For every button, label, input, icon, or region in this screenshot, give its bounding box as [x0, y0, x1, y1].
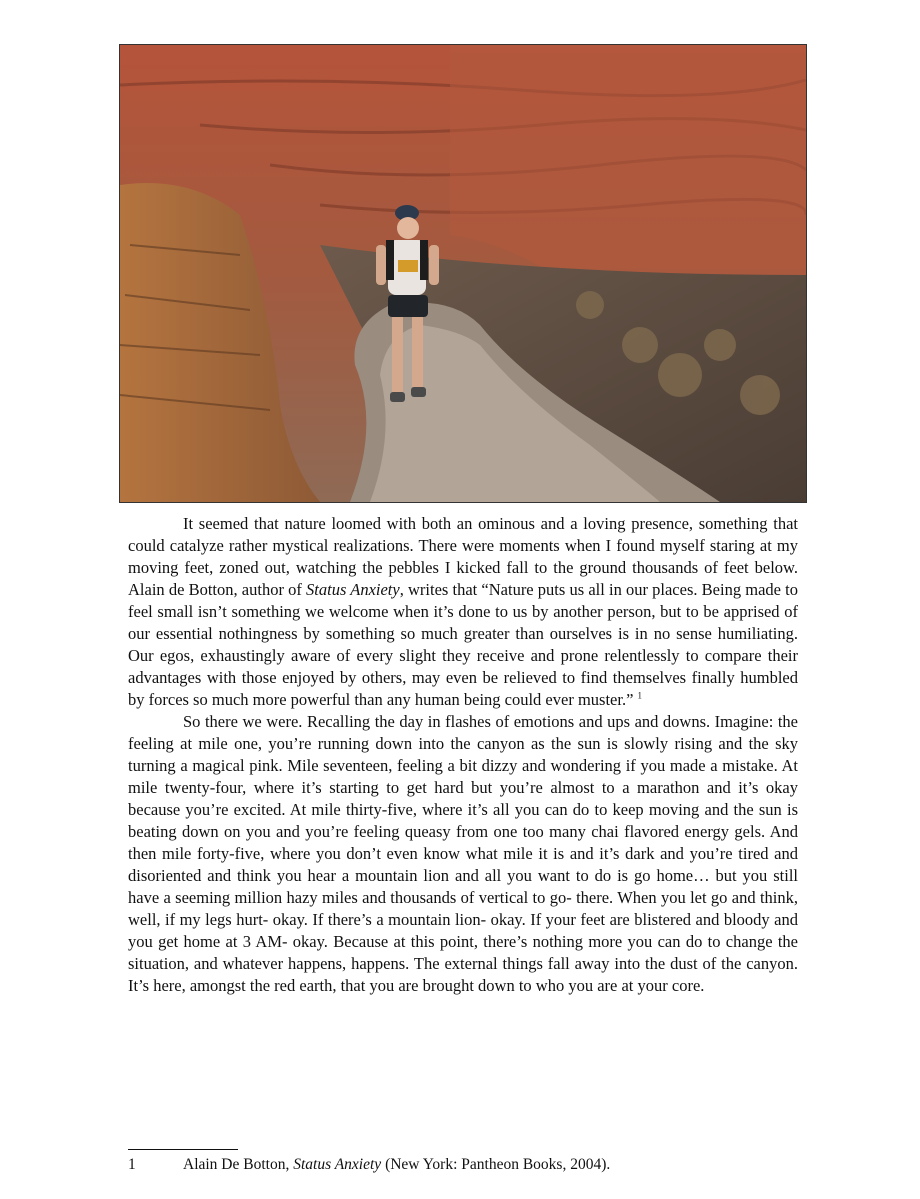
footnote [128, 1155, 798, 1175]
footnote-publication: (New York: Pantheon Books, 2004). [381, 1156, 611, 1173]
paragraph-1-text-end: , writes that “Nature puts us all in our places. Being made to feel small isn’t something we welcome when it’s done to us by another person, but to be apprised of our essential nothingness by something so much greater than ourselves is in no sense humiliating. Our egos, exhaustingly aware of every slight they receive and prone relentlessly to compare their advantages with those enjoyed by others, may even be relieved to find themselves finally humbled by forces so much more powerful than any human being could ever muster.” [128, 580, 798, 709]
paragraph-1-text-start: It seemed that nature loomed with both an ominous and a loving presence, something that could catalyze rather mystical realizations. There were moments when I found myself staring at my moving feet, zoned out, watching the pebbles I kicked fall to the ground thousands of feet below. Alain de Botton, author of [128, 514, 798, 599]
canyon-trail-photo [119, 44, 807, 503]
footnote-number: 1 [128, 1156, 136, 1173]
footnote-divider [128, 1149, 238, 1150]
footnote-author: Alain De Botton, [183, 1156, 294, 1173]
book-title: Status Anxiety [306, 580, 400, 599]
photo-illustration [120, 45, 806, 502]
body-text [128, 513, 798, 997]
footnote-title: Status Anxiety [293, 1156, 382, 1173]
footnote-reference: 1 [637, 690, 643, 701]
paragraph-1 [128, 513, 798, 711]
paragraph-2: So there we were. Recalling the day in flashes of emotions and ups and downs. Imagine: the feeling at mile one, you’re running down into the canyon as the sun is slowly rising and the sky turning a magical pink. Mile seventeen, feeling a bit dizzy and wondering if you made a mistake. At mile twenty-four, where it’s starting to get hard but you’re almost to a marathon and it’s okay because you’re excited. At mile thirty-five, where it’s all you can do to keep moving and the sun is beating down on you and you’re feeling queasy from one too many chai flavored energy gels. And then mile forty-five, where you don’t even know what mile it is and it’s dark and you’re tired and disoriented and think you hear a mountain lion and all you want to do is go home… but you still have a seeming million hazy miles and thousands of vertical to go- there. When you let go and think, well, if my legs hurt- okay. If there’s a mountain lion- okay. If your feet are blistered and bloody and you get home at 3 AM- okay. Because at this point, there’s nothing more you can do to change the situation, and whatever happens, happens. The external things fall away into the dust of the canyon. It’s here, amongst the red earth, that you are brought down to who you are at your core. [128, 712, 798, 995]
